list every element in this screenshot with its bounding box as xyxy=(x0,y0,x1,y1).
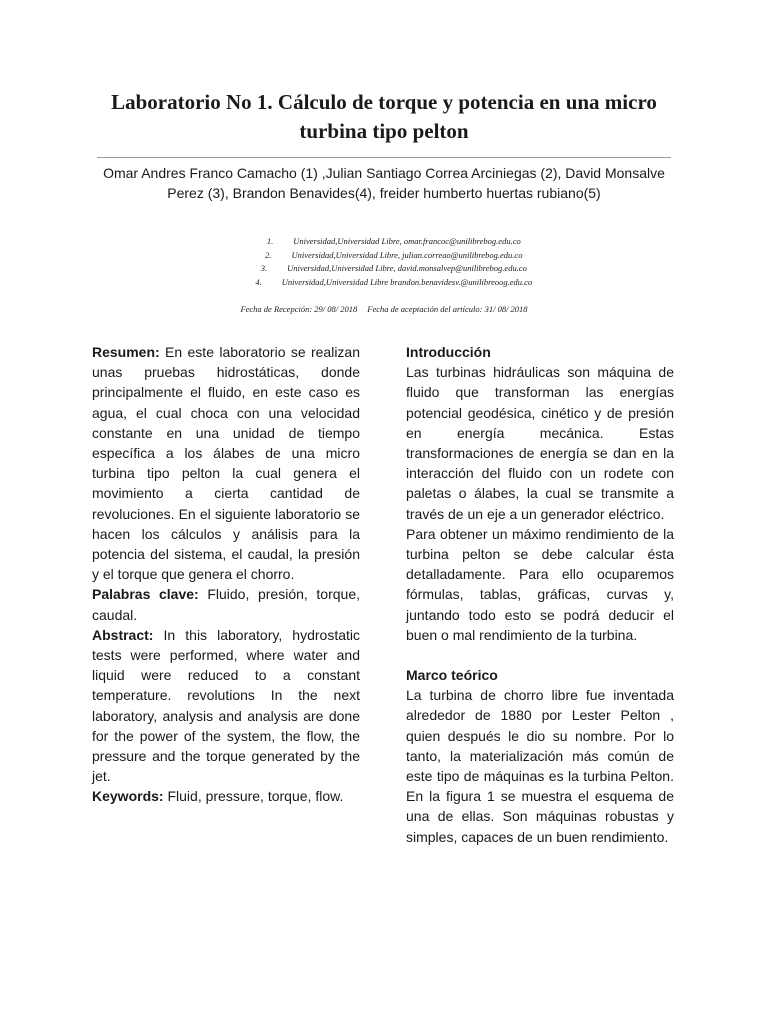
section-spacer xyxy=(406,645,674,665)
received-date: Fecha de Recepción: 29/ 08/ 2018 xyxy=(240,304,358,314)
affiliation-item xyxy=(0,262,768,276)
left-column xyxy=(92,342,360,807)
paper-title: Laboratorio No 1. Cálculo de torque y potencia en una micro turbina tipo pelton xyxy=(111,90,657,143)
marco-teorico-heading: Marco teórico xyxy=(406,667,498,684)
keywords-label: Keywords: xyxy=(92,788,164,805)
right-column xyxy=(406,342,674,847)
keywords-text: Fluid, pressure, torque, flow. xyxy=(163,788,344,805)
affiliation-number: 1. xyxy=(266,236,274,246)
affiliation-text: Universidad,Universidad Libre, david.monsalvep@unilibrebog.edu.co xyxy=(287,263,527,273)
affiliation-number: 2. xyxy=(265,249,272,260)
palabras-clave-text: Fluido, presión, torque, caudal. xyxy=(92,586,360,623)
palabras-clave-label: Palabras clave: xyxy=(92,586,199,603)
intro-paragraph-2: Para obtener un máximo rendimiento de la turbina pelton se debe calcular ésta detalladamente. Para ello ocuparemos fórmulas, tablas, gráficas, curvas y, juntando todo esto se podrá deducir el buen o mal rendimiento de la turbina. xyxy=(406,525,674,643)
affiliation-number: 4. xyxy=(255,276,262,287)
intro-heading: Introducción xyxy=(406,344,491,360)
palabras-clave-paragraph xyxy=(92,584,360,624)
resumen-label: Resumen: xyxy=(92,344,160,360)
intro-paragraph-1: Las turbinas hidráulicas son máquina de fluido que transforman las energías potencial geodésica, cinético y de presión en energía mecánica. Estas transformaciones de energía se dan en la interacción del fluido con un rodete con paletas o álabes, la cual se transmite a través de un eje a un generador eléctrico. xyxy=(406,364,674,522)
affiliation-number: 3. xyxy=(260,263,268,273)
keywords-paragraph xyxy=(92,786,360,806)
abstract-paragraph xyxy=(92,625,360,787)
affiliation-item xyxy=(0,276,768,290)
affiliations-list xyxy=(0,235,768,289)
affiliation-text: Universidad,Universidad Libre, omar.francoc@unilibrebog.edu.co xyxy=(293,236,521,246)
authors-line: Omar Andres Franco Camacho (1) ,Julian Santiago Correa Arciniegas (2), David Monsalve Perez (3), Brandon Benavides(4), freider humberto huertas rubiano(5) xyxy=(103,165,665,201)
affiliation-item xyxy=(0,249,768,263)
dates-line xyxy=(0,303,768,316)
title-divider xyxy=(97,157,671,158)
abstract-text: In this laboratory, hydrostatic tests were performed, where water and liquid were reduced to a constant temperature. revolutions In the next laboratory, analysis and analysis are done for the power of the system, the flow, the pressure and the torque generated by the jet. xyxy=(92,626,360,785)
affiliation-text: Universidad,Universidad Libre brandon.benavidesv.@unilibreoog.edu.co xyxy=(281,276,533,287)
affiliation-item xyxy=(0,235,768,249)
marco-teorico-paragraph: La turbina de chorro libre fue inventada alrededor de 1880 por Lester Pelton , quien después le dio su nombre. Por lo tanto, la materialización más común de este tipo de máquinas es la turbina Pelton. En la figura 1 se muestra el esquema de una de ellas. Son máquinas robustas y simples, capaces de un buen rendimiento. xyxy=(406,687,674,845)
affiliation-text: Universidad,Universidad Libre, julian.correao@unilibrebog.edu.co xyxy=(291,249,523,260)
resumen-text: En este laboratorio se realizan unas pruebas hidrostáticas, donde principalmente el fluido, en este caso es agua, el cual choca con una velocidad constante en una unidad de tiempo específica a los álabes de una micro turbina tipo pelton la cual genera el movimiento a cierta cantidad de revoluciones. En el siguiente laboratorio se hacen los cálculos y análisis para la potencia del sistema, el caudal, la presión y el torque que genera el chorro. xyxy=(92,344,360,583)
abstract-label: Abstract: xyxy=(92,626,154,643)
accepted-date: Fecha de aceptación del artículo: 31/ 08/ 2018 xyxy=(367,304,528,314)
resumen-paragraph xyxy=(92,342,360,584)
